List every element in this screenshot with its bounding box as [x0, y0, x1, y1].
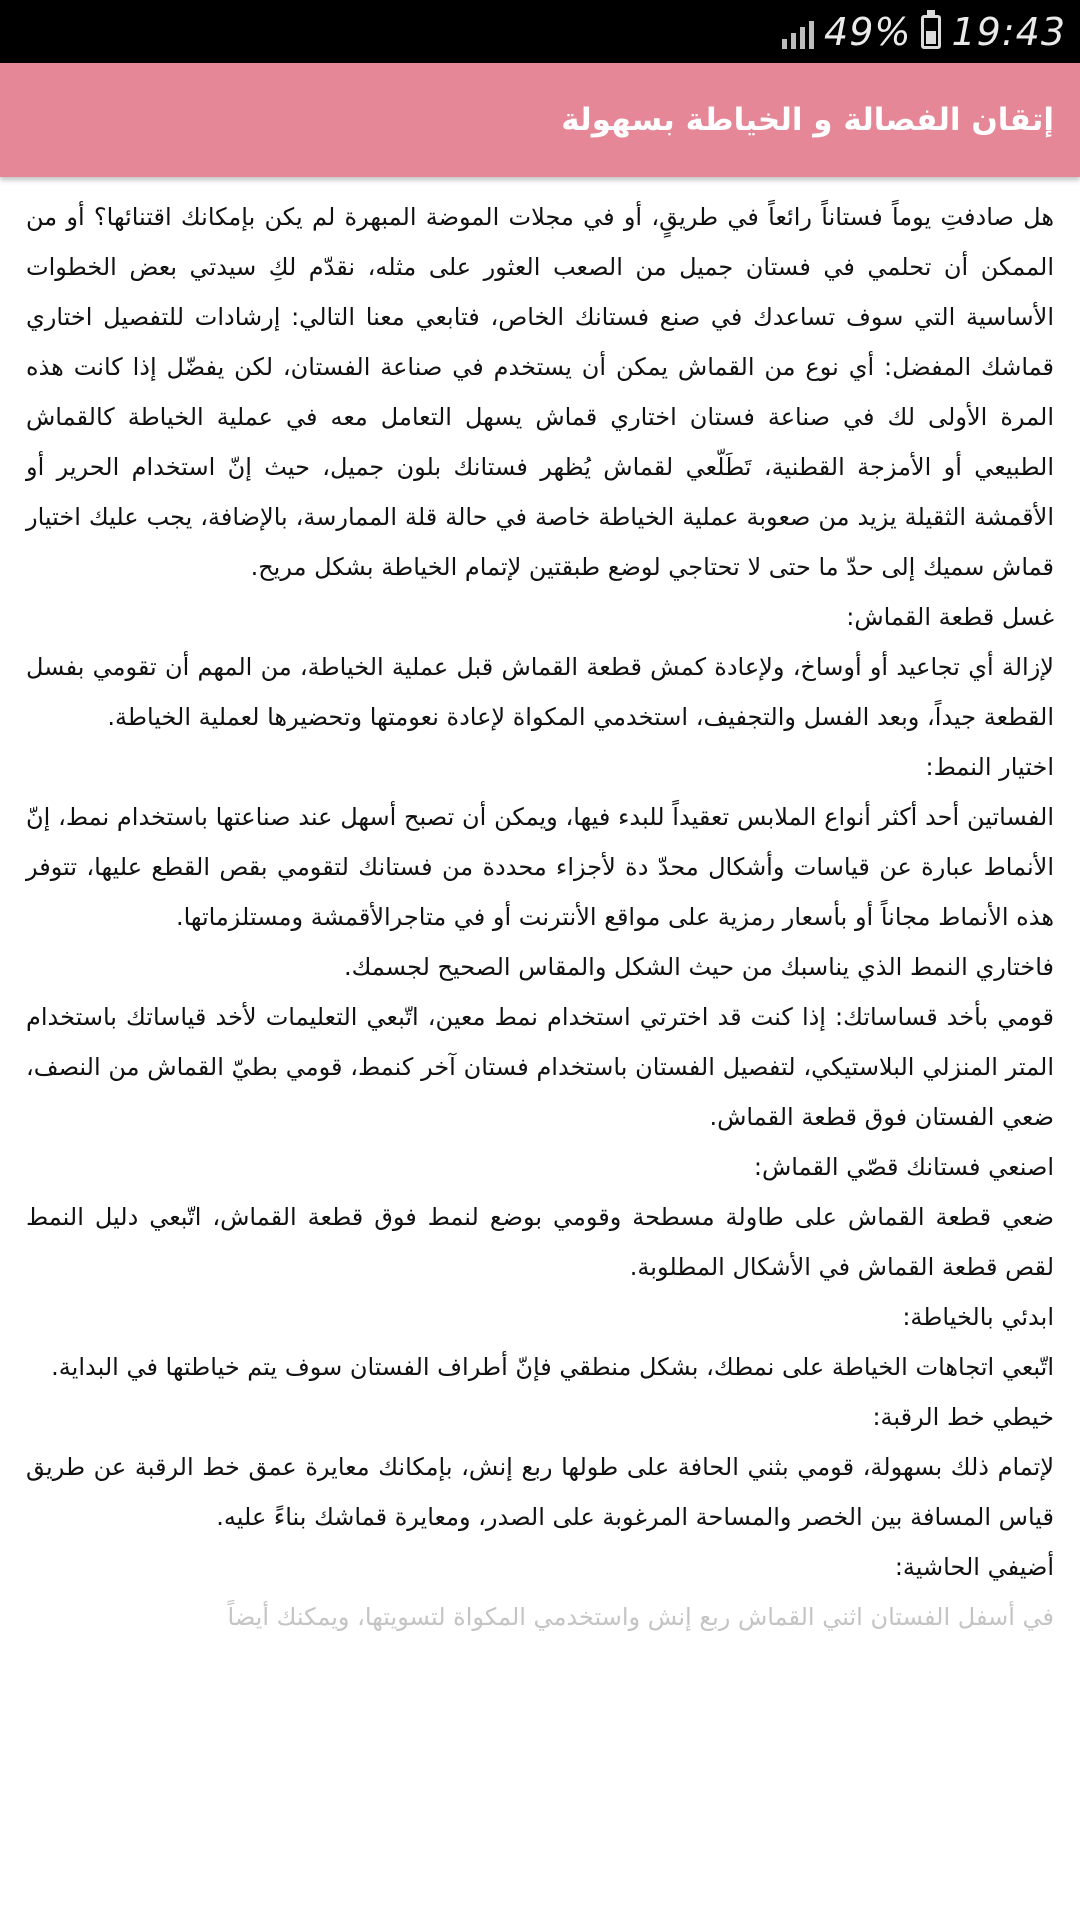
status-bar — [0, 0, 1080, 63]
paragraph-measurements: قومي بأخد قساساتك: إذا كنت قد اخترتي استخدام نمط معين، اتّبعي التعليمات لأخد قياساتك باستخدام المتر المنزلي البلاستيكي، لتفصيل الفستان باستخدام فستان آخر كنمط، قومي بطيّ القماش من النصف، ضعي الفستان فوق قطعة القماش. — [26, 1003, 1054, 1131]
section-heading-hem: أضيفي الحاشية: — [894, 1553, 1054, 1581]
section-heading-cut: اصنعي فستانك قصّي القماش: — [753, 1153, 1054, 1181]
paragraph-neckline: لإتمام ذلك بسهولة، قومي بثني الحافة على طولها ربع إنش، بإمكانك معايرة عمق خط الرقبة عن طريق قياس المسافة بين الخصر والمساحة المرغوبة على الصدر، ومعايرة قماشك بناءً عليه. — [26, 1453, 1054, 1531]
section-heading-neckline: خيطي خط الرقبة: — [872, 1403, 1054, 1431]
app-bar — [0, 63, 1080, 177]
battery-percent: 49% — [824, 9, 912, 54]
status-icons — [782, 0, 1066, 63]
paragraph-cut: ضعي قطعة القماش على طاولة مسطحة وقومي بوضع لنمط فوق قطعة القماش، اتّبعي دليل النمط لقص قطعة القماش في الأشكال المطلوبة. — [26, 1203, 1054, 1281]
signal-icon — [782, 15, 814, 49]
paragraph-sewing: اتّبعي اتجاهات الخياطة على نمطك، بشكل منطقي فإنّ أطراف الفستان سوف يتم خياطتها في البداية. — [51, 1353, 1054, 1381]
intro-paragraph: هل صادفتِ يوماً فستاناً رائعاً في طريقٍ، أو في مجلات الموضة المبهرة لم يكن بإمكانك اقتنائها؟ أو من الممكن أن تحلمي في فستان جميل من الصعب العثور على مثله، نقدّم لكِ سيدتي بعض الخطوات الأساسية التي سوف تساعدك في صنع فستانك الخاص، فتابعي معنا التالي: إرشادات للتفصيل اختاري قماشك المفضل: أي نوع من القماش يمكن أن يستخدم في صناعة الفستان، لكن يفضّل إذا كانت هذه المرة الأولى لك في صناعة فستان اختاري قماش يسهل التعامل معه في عملية الخياطة كالقماش الطبيعي أو الأمزجة القطنية، تَطَلّعي لقماش يُظهر فستانك بلون جميل، حيث إنّ استخدام الحرير أو الأقمشة الثقيلة يزيد من صعوبة عملية الخياطة خاصة في حالة قلة الممارسة، بالإضافة، يجب عليك اختيار قماش سميك إلى حدّ ما حتى لا تحتاجي لوضع طبقتين لإتمام الخياطة بشكل مريح. — [26, 203, 1054, 581]
section-heading-pattern: اختيار النمط: — [925, 753, 1054, 781]
section-heading-sewing: ابدئي بالخياطة: — [902, 1303, 1054, 1331]
app-title: إتقان الفصالة و الخياطة بسهولة — [561, 102, 1054, 138]
article-body — [0, 180, 1080, 1642]
paragraph-hem: في أسفل الفستان اثني القماش ربع إنش واستخدمي المكواة لتسويتها، ويمكنك أيضاً — [227, 1603, 1054, 1631]
paragraph-pattern: الفساتين أحد أكثر أنواع الملابس تعقيداً للبدء فيها، ويمكن أن تصبح أسهل عند صناعتها باستخدام نمط، إنّ الأنماط عبارة عن قياسات وأشكال محدّ دة لأجزاء محددة من فستانك لتقومي بقص القطع عليها، تتوفر هذه الأنماط مجاناً أو بأسعار رمزية على مواقع الأنترنت أو في متاجرالأقمشة ومستلزماتها. — [26, 803, 1054, 931]
article-scroll-area[interactable] — [0, 180, 1080, 1920]
battery-icon — [921, 15, 941, 49]
clock: 19:43 — [951, 9, 1066, 54]
section-heading-wash: غسل قطعة القماش: — [846, 603, 1054, 631]
paragraph-choose-pattern: فاختاري النمط الذي يناسبك من حيث الشكل والمقاس الصحيح لجسمك. — [343, 953, 1054, 981]
paragraph-wash: لإزالة أي تجاعيد أو أوساخ، ولإعادة كمش قطعة القماش قبل عملية الخياطة، من المهم أن تقومي بفسل القطعة جيداً، وبعد الفسل والتجفيف، استخدمي المكواة لإعادة نعومتها وتحضيرها لعملية الخياطة. — [26, 653, 1054, 731]
